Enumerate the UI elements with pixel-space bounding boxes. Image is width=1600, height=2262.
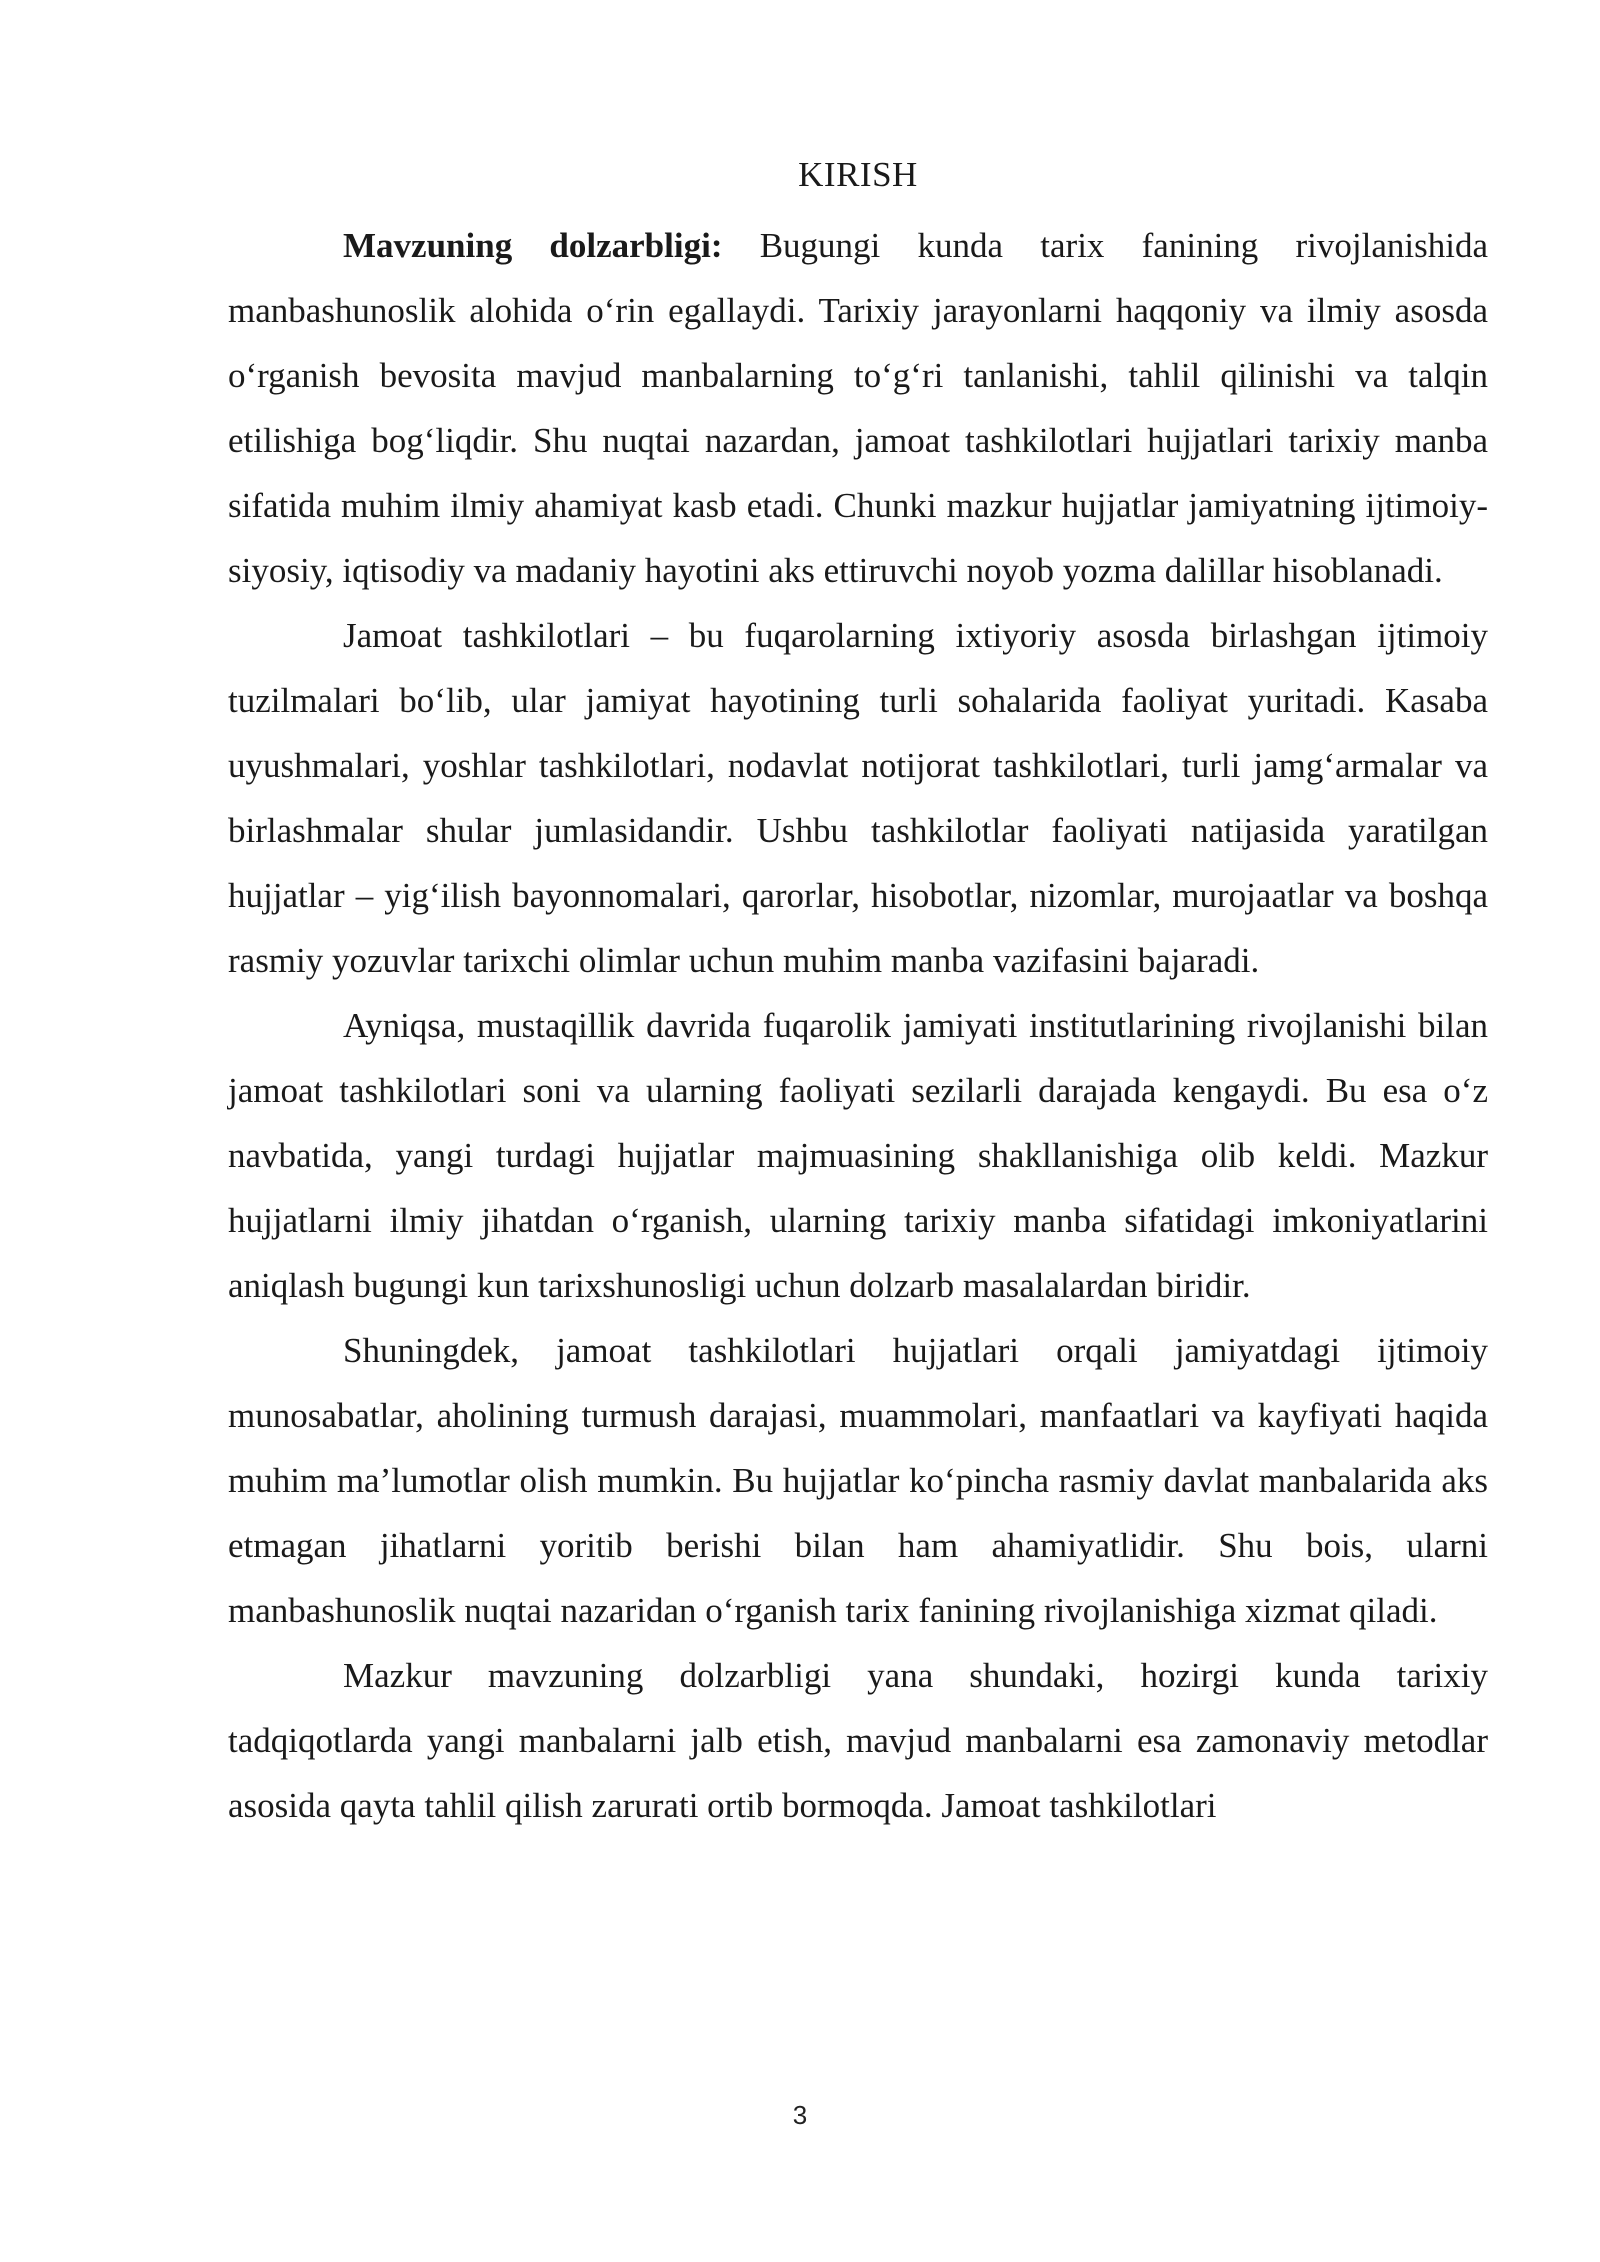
paragraph-independence-period [228, 993, 1488, 1318]
paragraph-text: Ayniqsa, mustaqillik davrida fuqarolik jamiyati institutlarining rivojlanishi bilan jamoat tashkilotlari soni va ularning faoliyati sezilarli darajada kengaydi. Bu esa o‘z navbatida, yangi turdagi hujjatlar majmuasining shakllanishiga olib keldi. Mazkur hujjatlarni ilmiy jihatdan o‘rganish, ularning tarixiy manba sifatidagi imkoniyatlarini aniqlash bugungi kun tarixshunosligi uchun dolzarb masalalardan biridir. [228, 1006, 1488, 1305]
paragraph-social-relations [228, 1318, 1488, 1643]
paragraph-text: Jamoat tashkilotlari – bu fuqarolarning ixtiyoriy asosda birlashgan ijtimoiy tuzilmalari bo‘lib, ular jamiyat hayotining turli sohalarida faoliyat yuritadi. Kasaba uyushmalari, yoshlar tashkilotlari, nodavlat notijorat tashkilotlari, turli jamg‘armalar va birlashmalar shular jumlasidandir. Ushbu tashkilotlar faoliyati natijasida yaratilgan hujjatlar – yig‘ilish bayonnomalari, qarorlar, hisobotlar, nizomlar, murojaatlar va boshqa rasmiy yozuvlar tarixchi olimlar uchun muhim manba vazifasini bajaradi. [228, 616, 1488, 980]
paragraph-lead-bold: Mavzuning dolzarbligi: [343, 226, 723, 265]
page-number: 3 [792, 2100, 808, 2130]
paragraph-relevance [228, 213, 1488, 603]
paragraph-public-organizations [228, 603, 1488, 993]
section-heading: KIRISH [798, 155, 918, 194]
paragraph-text: Mazkur mavzuning dolzarbligi yana shundaki, hozirgi kunda tarixiy tadqiqotlarda yangi manbalarni jalb etish, mavjud manbalarni esa zamonaviy metodlar asosida qayta tahlil qilish zarurati ortib bormoqda. Jamoat tashkilotlari [228, 1656, 1488, 1825]
paragraph-text: Bugungi kunda tarix fanining rivojlanishida manbashunoslik alohida o‘rin egallaydi. Tarixiy jarayonlarni haqqoniy va ilmiy asosda o‘rganish bevosita mavjud manbalarning to‘g‘ri tanlanishi, tahlil qilinishi va talqin etilishiga bog‘liqdir. Shu nuqtai nazardan, jamoat tashkilotlari hujjatlari tarixiy manba sifatida muhim ilmiy ahamiyat kasb etadi. Chunki mazkur hujjatlar jamiyatning ijtimoiy-siyosiy, iqtisodiy va madaniy hayotini aks ettiruvchi noyob yozma dalillar hisoblanadi. [228, 226, 1488, 590]
paragraph-text: Shuningdek, jamoat tashkilotlari hujjatlari orqali jamiyatdagi ijtimoiy munosabatlar, aholining turmush darajasi, muammolari, manfaatlari va kayfiyati haqida muhim ma’lumotlar olish mumkin. Bu hujjatlar ko‘pincha rasmiy davlat manbalarida aks etmagan jihatlarni yoritib berishi bilan ham ahamiyatlidir. Shu bois, ularni manbashunoslik nuqtai nazaridan o‘rganish tarix fanining rivojlanishiga xizmat qiladi. [228, 1331, 1488, 1630]
paragraph-topic-relevance [228, 1643, 1488, 1838]
document-page [228, 148, 1488, 1838]
